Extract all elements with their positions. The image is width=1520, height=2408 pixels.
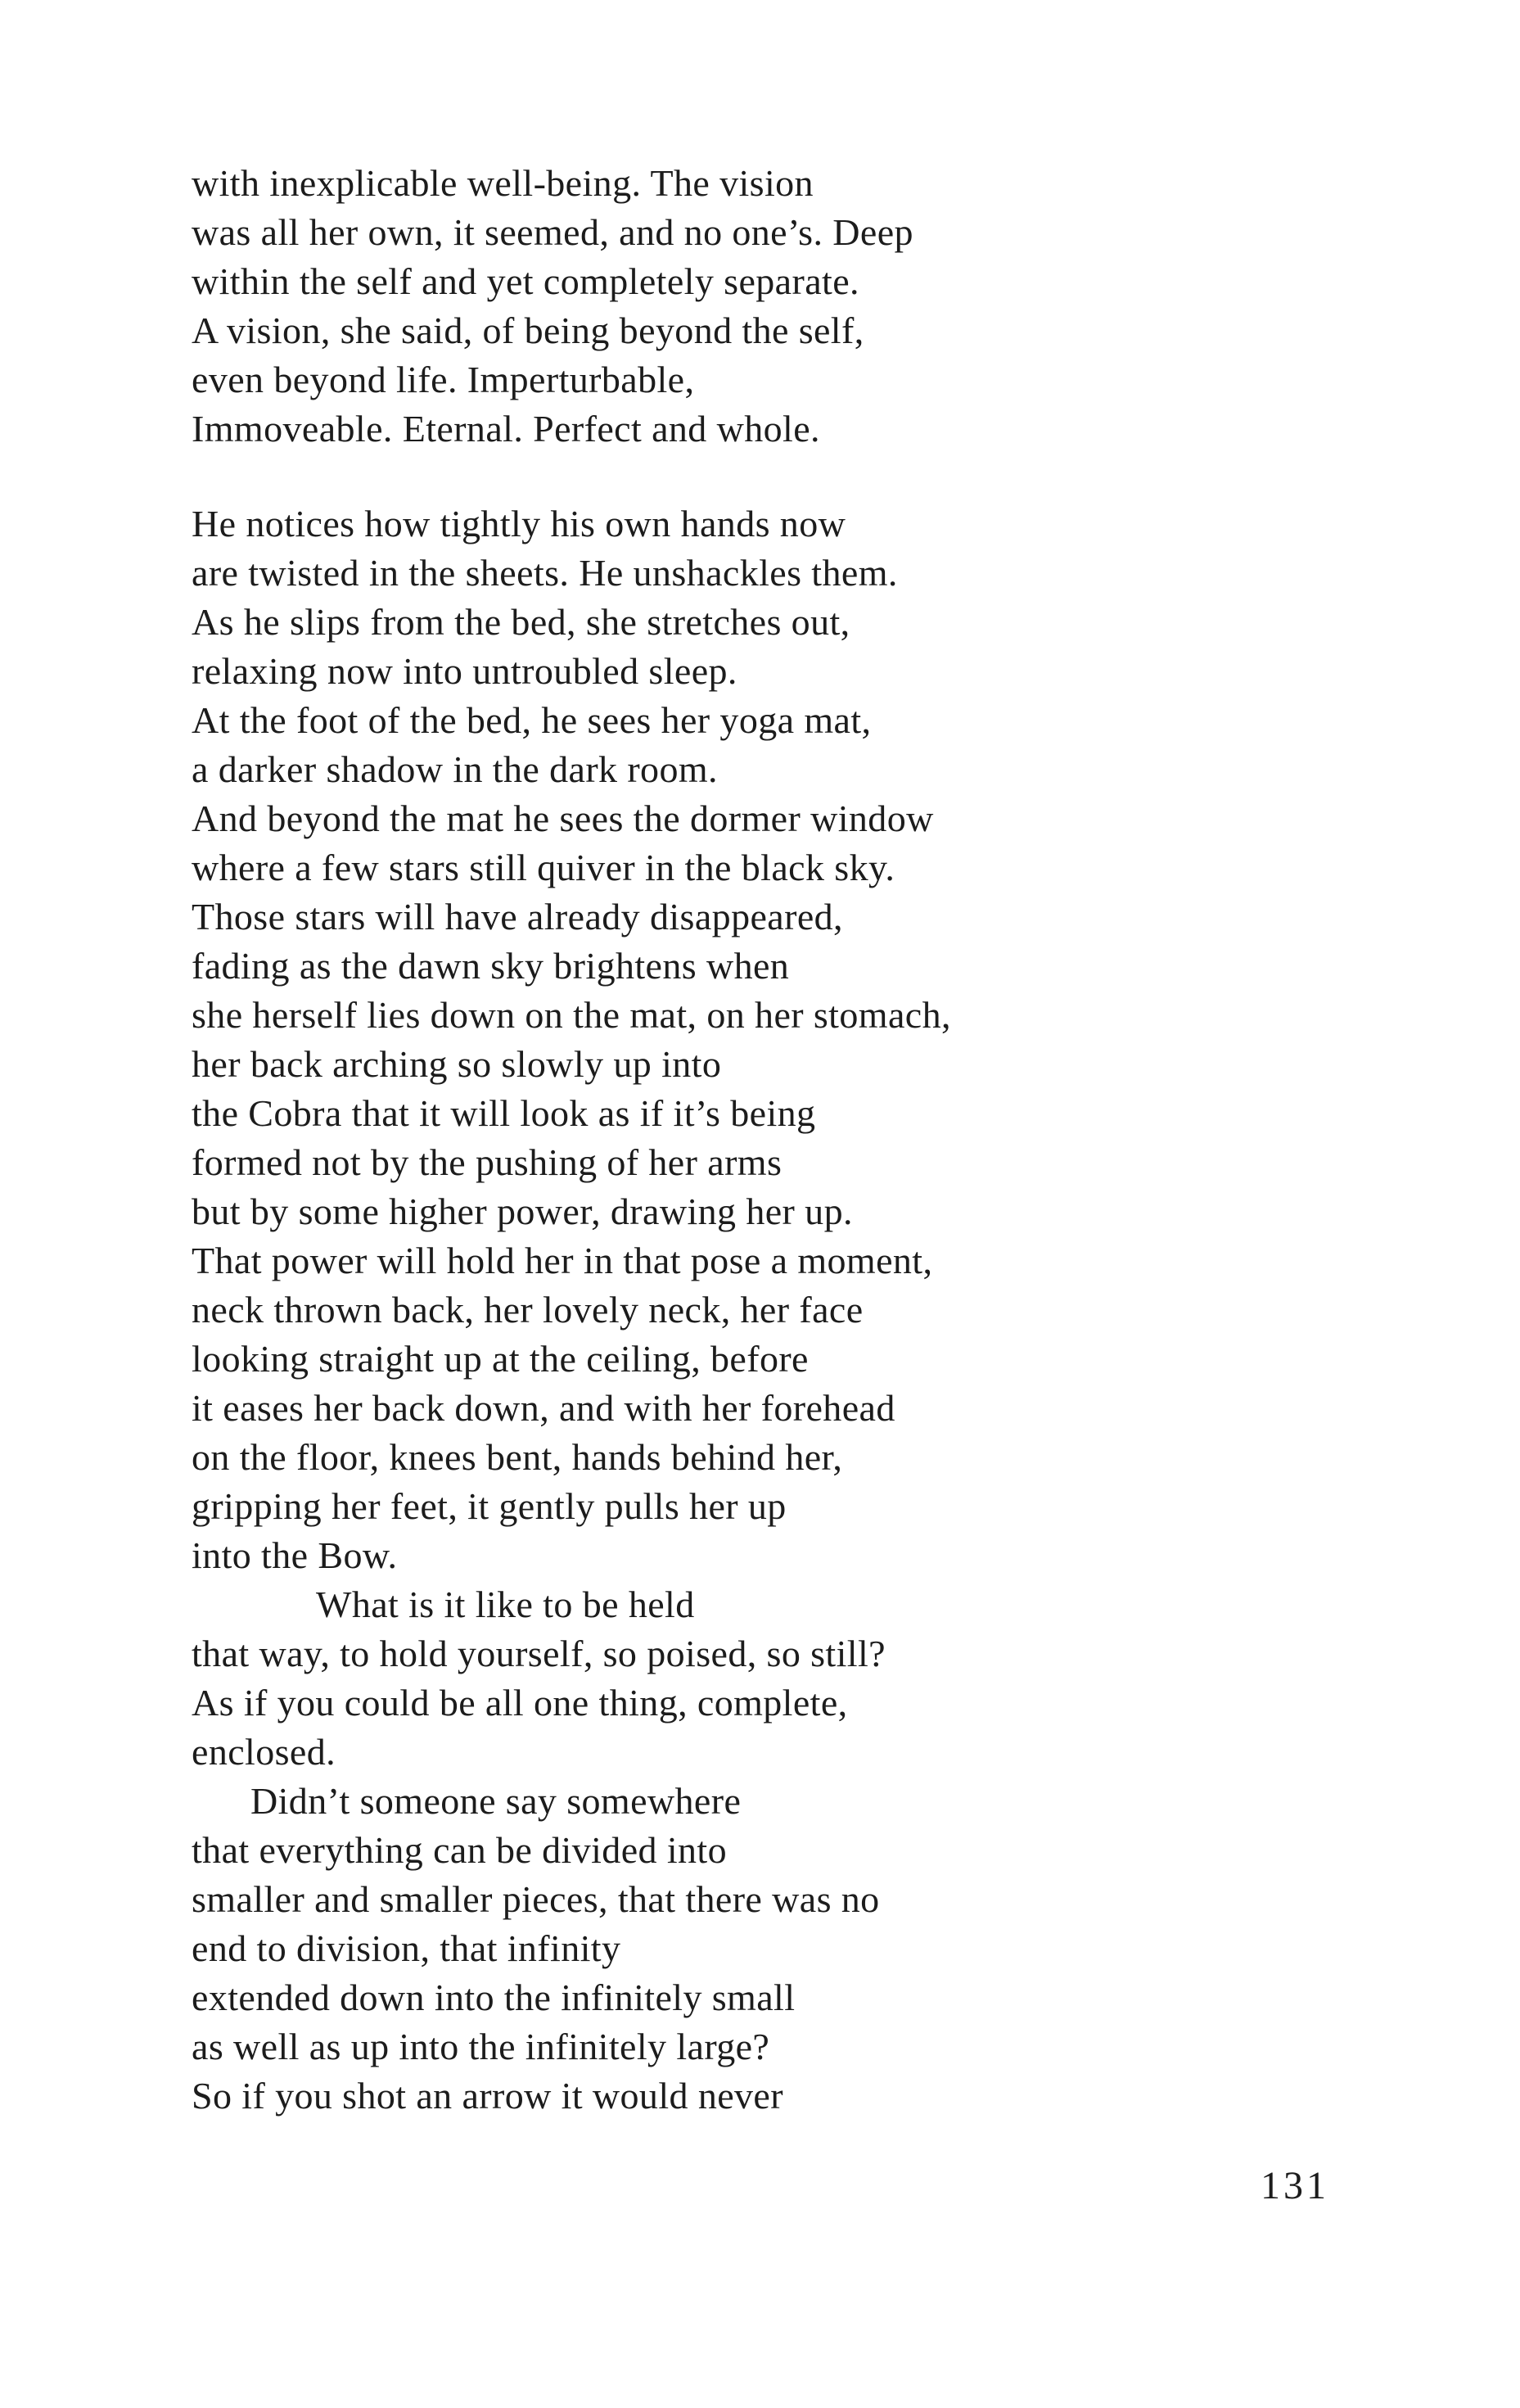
poem-line: That power will hold her in that pose a moment, (192, 1240, 933, 1281)
poem-line-indented: What is it like to be held (316, 1583, 695, 1625)
poem-line: So if you shot an arrow it would never (192, 2075, 783, 2117)
poem-line-indented: Didn’t someone say somewhere (250, 1780, 742, 1822)
poem-line: relaxing now into untroubled sleep. (192, 650, 737, 692)
poem-line: she herself lies down on the mat, on her stomach, (192, 994, 951, 1036)
poem-line: where a few stars still quiver in the black sky. (192, 847, 895, 888)
poem-line: the Cobra that it will look as if it’s being (192, 1092, 816, 1134)
poem-line: with inexplicable well-being. The vision (192, 162, 814, 204)
poem-line: are twisted in the sheets. He unshackles them. (192, 552, 898, 594)
page-number: 131 (1261, 2164, 1329, 2207)
poem-line: A vision, she said, of being beyond the self, (192, 309, 864, 351)
poem-line: it eases her back down, and with her forehead (192, 1387, 895, 1429)
poem-line: on the floor, knees bent, hands behind her, (192, 1436, 843, 1478)
poem-line: within the self and yet completely separate. (192, 260, 859, 302)
poem-line: a darker shadow in the dark room. (192, 748, 718, 790)
poem-line: as well as up into the infinitely large? (192, 2026, 770, 2067)
poem-line: formed not by the pushing of her arms (192, 1141, 783, 1183)
stanza-break (192, 454, 1337, 499)
poem-line: was all her own, it seemed, and no one’s. Deep (192, 211, 913, 253)
poem-line: even beyond life. Imperturbable, (192, 359, 695, 400)
poem-line: He notices how tightly his own hands now (192, 503, 846, 544)
poem-line: enclosed. (192, 1731, 336, 1773)
poem-line: into the Bow. (192, 1534, 398, 1576)
poem-line: As if you could be all one thing, complete, (192, 1682, 848, 1724)
poem-line: that everything can be divided into (192, 1829, 727, 1871)
poem-text (192, 159, 1337, 2121)
poem-line: At the foot of the bed, he sees her yoga mat, (192, 699, 872, 741)
poem-line: but by some higher power, drawing her up. (192, 1190, 853, 1232)
poem-line: gripping her feet, it gently pulls her up (192, 1485, 787, 1527)
poem-line: extended down into the infinitely small (192, 1977, 796, 2018)
poem-line: her back arching so slowly up into (192, 1043, 722, 1085)
poem-line: smaller and smaller pieces, that there was no (192, 1878, 880, 1920)
poem-line: As he slips from the bed, she stretches out, (192, 601, 850, 643)
poem-line: looking straight up at the ceiling, before (192, 1338, 809, 1380)
poem-line: fading as the dawn sky brightens when (192, 945, 790, 987)
poem-line: Immoveable. Eternal. Perfect and whole. (192, 408, 820, 450)
poem-line: neck thrown back, her lovely neck, her face (192, 1289, 864, 1330)
poem-line: end to division, that infinity (192, 1927, 621, 1969)
poem-line: And beyond the mat he sees the dormer window (192, 797, 934, 839)
poem-line: Those stars will have already disappeared, (192, 896, 843, 937)
poem-line: that way, to hold yourself, so poised, so still? (192, 1633, 886, 1674)
